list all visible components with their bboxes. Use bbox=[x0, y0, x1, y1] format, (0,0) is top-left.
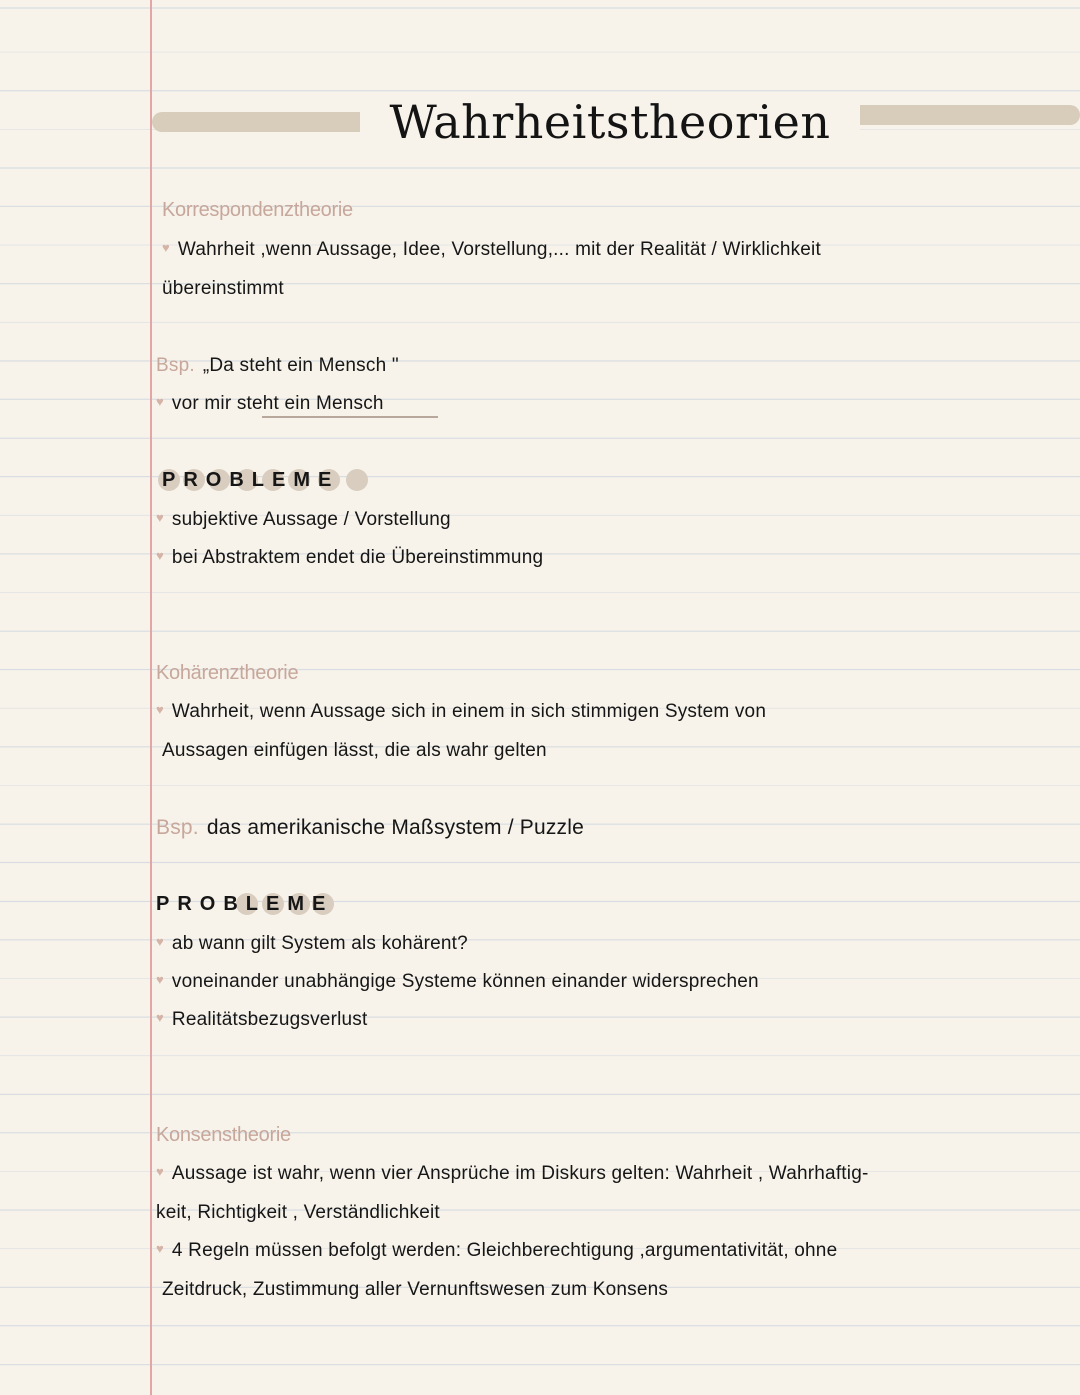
heart-bullet-icon: ♥ bbox=[156, 394, 164, 409]
heart-bullet-icon: ♥ bbox=[156, 934, 164, 949]
page-title: Wahrheitstheorien bbox=[360, 95, 860, 149]
konsens-line2: keit, Richtigkeit , Verständlichkeit bbox=[156, 1202, 440, 1223]
title-highlight-left bbox=[152, 112, 377, 132]
bsp-label: Bsp. bbox=[156, 355, 195, 376]
kohaerenz-problem-2: ♥ voneinander unabhängige Systeme können einander widersprechen bbox=[156, 971, 759, 992]
konsens-line1: ♥ Aussage ist wahr, wenn vier Ansprüche im Diskurs gelten: Wahrheit , Wahrhaftig- bbox=[156, 1163, 869, 1184]
korrespondenz-bsp-line1: Bsp. „Da steht ein Mensch " bbox=[156, 355, 399, 376]
heart-bullet-icon: ♥ bbox=[156, 510, 164, 525]
kohaerenz-bsp: Bsp. das amerikanische Maßsystem / Puzzle bbox=[156, 816, 584, 839]
probleme-label-1: PROBLEME bbox=[162, 469, 340, 491]
heading-korrespondenz: Korrespondenztheorie bbox=[162, 199, 353, 221]
heading-kohaerenz: Kohärenztheorie bbox=[156, 662, 299, 684]
heart-bullet-icon: ♥ bbox=[156, 1164, 164, 1179]
heart-bullet-icon: ♥ bbox=[156, 1010, 164, 1025]
bsp-underline bbox=[262, 416, 438, 418]
korrespondenz-def-line1: ♥ Wahrheit ,wenn Aussage, Idee, Vorstellung,... mit der Realität / Wirklichkeit bbox=[162, 239, 821, 260]
heart-bullet-icon: ♥ bbox=[156, 972, 164, 987]
heart-bullet-icon: ♥ bbox=[156, 1241, 164, 1256]
korrespondenz-def-line2: übereinstimmt bbox=[162, 278, 284, 299]
korrespondenz-bsp-line2: ♥ vor mir steht ein Mensch bbox=[156, 393, 384, 414]
title-highlight-right bbox=[845, 105, 1080, 125]
korrespondenz-problem-2: ♥ bei Abstraktem endet die Übereinstimmung bbox=[156, 547, 544, 568]
konsens-line4: Zeitdruck, Zustimmung aller Vernunftswesen zum Konsens bbox=[162, 1279, 669, 1300]
kohaerenz-def-line2: Aussagen einfügen lässt, die als wahr gelten bbox=[162, 740, 547, 761]
kohaerenz-problem-1: ♥ ab wann gilt System als kohärent? bbox=[156, 933, 468, 954]
kohaerenz-def-line1: ♥ Wahrheit, wenn Aussage sich in einem in sich stimmigen System von bbox=[156, 701, 767, 722]
korrespondenz-problem-1: ♥ subjektive Aussage / Vorstellung bbox=[156, 509, 451, 530]
heart-bullet-icon: ♥ bbox=[156, 702, 164, 717]
heart-bullet-icon: ♥ bbox=[162, 240, 170, 255]
heart-bullet-icon: ♥ bbox=[156, 548, 164, 563]
bsp-label: Bsp. bbox=[156, 816, 199, 839]
probleme-label-2: PROBLEME bbox=[156, 893, 334, 915]
kohaerenz-problem-3: ♥ Realitätsbezugsverlust bbox=[156, 1009, 368, 1030]
konsens-line3: ♥ 4 Regeln müssen befolgt werden: Gleichberechtigung ,argumentativität, ohne bbox=[156, 1240, 838, 1261]
heading-konsens: Konsenstheorie bbox=[156, 1124, 291, 1146]
margin-line bbox=[150, 0, 152, 1395]
